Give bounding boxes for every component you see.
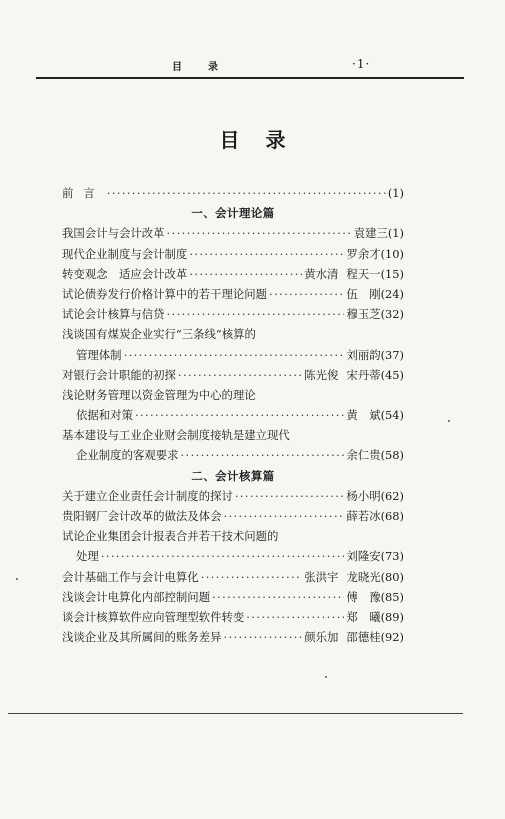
section-heading-text: 二、会计核算篇 xyxy=(191,468,275,483)
toc-entry-title: 试论企业集团会计报表合并若干技术问题的 xyxy=(62,529,279,544)
toc-entry[interactable] xyxy=(62,486,404,506)
table-of-contents xyxy=(62,183,404,647)
toc-entry-title: 前言 xyxy=(62,186,105,200)
toc-entry-author: 郑 曦 xyxy=(346,609,381,624)
toc-entry-page: (37) xyxy=(380,347,404,362)
toc-entry-page: (92) xyxy=(380,630,404,645)
toc-entry-line xyxy=(62,486,404,506)
dot-leader xyxy=(246,607,344,627)
dot-leader xyxy=(167,223,352,243)
toc-entry-author: 袁建三 xyxy=(353,226,388,241)
toc-entry-title: 贵阳钢厂会计改革的做法及体会 xyxy=(62,509,222,523)
toc-entry-page: (1) xyxy=(387,226,404,241)
section-heading xyxy=(62,203,404,223)
dot-leader xyxy=(178,365,302,385)
toc-entry-author: 伍 刚 xyxy=(346,286,381,301)
toc-entry[interactable] xyxy=(62,425,404,465)
dot-leader xyxy=(212,587,344,607)
dot-leader xyxy=(135,405,344,425)
toc-entry-author: 颜乐加 xyxy=(304,630,339,645)
dot-leader xyxy=(124,345,345,365)
toc-entry-line xyxy=(62,345,404,365)
toc-entry-title: 现代企业制度与会计制度 xyxy=(62,246,188,261)
toc-entry-foreword[interactable] xyxy=(62,183,404,203)
toc-entry-line xyxy=(62,506,404,526)
toc-entry-title: 谈会计核算软件应向管理型软件转变 xyxy=(62,609,245,624)
page-title: 目录 xyxy=(219,128,312,152)
scan-speck xyxy=(448,420,450,422)
toc-entry[interactable] xyxy=(62,385,404,425)
dot-leader xyxy=(189,244,344,264)
toc-entry[interactable] xyxy=(62,365,404,385)
toc-entry-line xyxy=(62,284,404,304)
toc-entry-title: 关于建立企业责任会计制度的探讨 xyxy=(62,488,233,503)
footer-rule xyxy=(8,713,463,714)
toc-entry-author: 宋丹蒂 xyxy=(346,367,381,382)
running-head-page-number: ·1· xyxy=(352,57,371,71)
toc-entry-line xyxy=(62,526,404,546)
toc-entry-title: 浅论财务管理以资金管理为中心的理论 xyxy=(62,387,256,402)
toc-entry-title: 浅谈国有煤炭企业实行“三条线”核算的 xyxy=(62,327,256,342)
toc-entry-line xyxy=(62,244,404,264)
toc-entry-author: 余仁贵 xyxy=(346,448,381,463)
toc-entry-line xyxy=(62,607,404,627)
section-heading-text: 一、会计理论篇 xyxy=(191,206,275,221)
toc-entry-line xyxy=(62,567,404,587)
toc-entry[interactable] xyxy=(62,284,404,304)
toc-entry[interactable] xyxy=(62,264,404,284)
toc-entry-page: (58) xyxy=(380,448,404,463)
toc-entry-line xyxy=(62,627,404,647)
dot-leader xyxy=(223,627,302,647)
toc-entry-author: 张洪宇 xyxy=(304,569,339,584)
toc-entry[interactable] xyxy=(62,567,404,587)
toc-entry[interactable] xyxy=(62,587,404,607)
toc-entry-author: 穆玉芝 xyxy=(346,307,381,322)
toc-entry-title: 试论会计核算与信贷 xyxy=(62,307,165,322)
toc-entry-author: 罗余才 xyxy=(346,246,381,261)
toc-entry-line xyxy=(62,587,404,607)
toc-entry-author: 黄水清 xyxy=(304,266,339,281)
toc-entry-title-continuation: 管理体制 xyxy=(76,347,122,362)
toc-entry-author: 陈光俊 xyxy=(304,367,339,382)
toc-entry-author: 傅 豫 xyxy=(346,589,381,604)
toc-entry-line xyxy=(62,405,404,425)
dot-leader xyxy=(223,506,344,526)
scan-speck xyxy=(325,676,327,678)
toc-entry-title-continuation: 企业制度的客观要求 xyxy=(76,448,179,463)
toc-entry-line xyxy=(62,365,404,385)
toc-entry-author: 杨小明 xyxy=(346,488,381,503)
toc-entry[interactable] xyxy=(62,244,404,264)
section-heading xyxy=(62,466,404,486)
toc-entry-page: (68) xyxy=(380,509,404,523)
toc-entry[interactable] xyxy=(62,607,404,627)
dot-leader xyxy=(107,183,386,203)
toc-entry-title-continuation: 依据和对策 xyxy=(76,408,133,423)
toc-entry-title: 浅谈企业及其所属间的账务差异 xyxy=(62,630,222,645)
toc-entry-line xyxy=(62,324,404,344)
running-head xyxy=(0,58,505,74)
toc-entry-page: (32) xyxy=(380,307,404,322)
toc-entry-author: 薛若冰 xyxy=(346,509,381,523)
toc-entry[interactable] xyxy=(62,304,404,324)
toc-entry-page: (15) xyxy=(380,266,404,281)
running-head-title: 目录 xyxy=(172,62,244,73)
dot-leader xyxy=(167,304,345,324)
toc-entry-title: 转变观念 适应会计改革 xyxy=(62,266,188,281)
toc-entry-page: (1) xyxy=(387,186,404,200)
toc-entry[interactable] xyxy=(62,506,404,526)
toc-entry-line xyxy=(62,264,404,284)
toc-entry-author: 黄 斌 xyxy=(346,408,381,423)
toc-entry-author: 龙晓光 xyxy=(346,569,381,584)
dot-leader xyxy=(189,264,302,284)
scan-speck xyxy=(16,578,18,580)
toc-entry-author: 邵德桂 xyxy=(346,630,381,645)
dot-leader xyxy=(101,546,345,566)
toc-entry-line xyxy=(62,425,404,445)
toc-entry-author: 程天一 xyxy=(346,266,381,281)
toc-entry-page: (10) xyxy=(380,246,404,261)
dot-leader xyxy=(235,486,345,506)
toc-entry-line xyxy=(62,385,404,405)
toc-entry-title: 基本建设与工业企业财会制度接轨是建立现代 xyxy=(62,428,290,443)
toc-entry-title: 试论债券发行价格计算中的若干理论问题 xyxy=(62,286,268,301)
toc-entry-page: (73) xyxy=(380,549,404,564)
dot-leader xyxy=(181,445,345,465)
toc-entry-title: 会计基础工作与会计电算化 xyxy=(62,569,199,584)
toc-entry-page: (54) xyxy=(380,408,404,423)
toc-entry[interactable] xyxy=(62,324,404,364)
toc-entry-title: 对银行会计职能的初探 xyxy=(62,367,176,382)
toc-entry-line xyxy=(62,223,404,243)
toc-entry-line xyxy=(62,304,404,324)
header-rule xyxy=(36,77,464,79)
toc-entry-page: (89) xyxy=(380,609,404,624)
toc-entry-line xyxy=(62,546,404,566)
toc-entry-title: 浅谈会计电算化内部控制问题 xyxy=(62,589,211,604)
dot-leader xyxy=(201,567,303,587)
toc-entry-page: (24) xyxy=(380,286,404,301)
dot-leader xyxy=(269,284,344,304)
toc-entry[interactable] xyxy=(62,526,404,566)
toc-entry-page: (85) xyxy=(380,589,404,604)
toc-entry-author: 刘隆安 xyxy=(346,549,381,564)
toc-entry-page: (62) xyxy=(380,488,404,503)
toc-entry-title: 我国会计与会计改革 xyxy=(62,226,165,241)
toc-entry-page: (80) xyxy=(380,569,404,584)
toc-entry[interactable] xyxy=(62,627,404,647)
toc-entry[interactable] xyxy=(62,223,404,243)
toc-entry-author: 刘丽韵 xyxy=(346,347,381,362)
toc-entry-line xyxy=(62,445,404,465)
toc-entry-title-continuation: 处理 xyxy=(76,549,99,564)
toc-entry-page: (45) xyxy=(380,367,404,382)
